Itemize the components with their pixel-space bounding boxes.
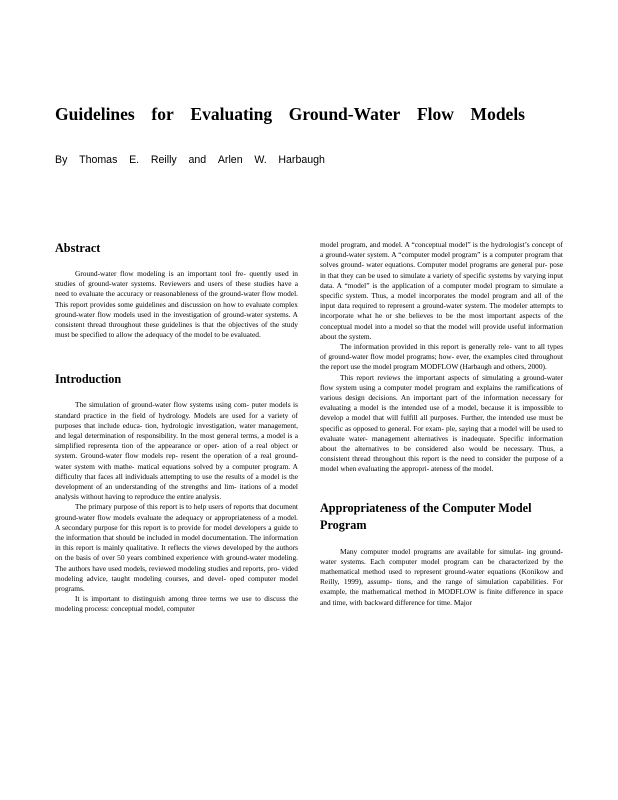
appropriateness-paragraph: Many computer model programs are available for simulat- ing ground-water systems. Each computer model program can be characterized by the mathematical method used to represent ground-water equations (Konikow and Reilly, 1999), assump- tions, and the range of simulation capabilities. For example, the mathematical method in MODFLOW is finite difference in space and time, with backward difference for time. Major xyxy=(320,546,563,607)
title-word: Ground-Water xyxy=(288,104,401,124)
report-title xyxy=(55,104,525,125)
byline-word: Arlen xyxy=(217,154,243,166)
byline-word: By xyxy=(55,154,68,166)
author-byline xyxy=(55,154,325,166)
byline-word: Harbaugh xyxy=(278,154,325,166)
continued-paragraph: model program, and model. A “conceptual model” is the hydrologist’s concept of a ground-water system. A “computer model program” is a computer program that solves ground- water equations. Computer model programs are general pur- pose in that they can be used to simulate a variety of specific systems by varying input data. A “model” is the application of a computer model program to simulate a specific system. Thus, a model incorporates the model program and all of the input data required to represent a ground-water system. The modeler attempts to incorporate what he or she believes to be the most important aspects of the conceptual model into a model so that the model will provide useful information about the system. xyxy=(320,240,563,341)
body-paragraph: This report reviews the important aspects of simulating a ground-water flow system using a computer model program and explains the ramifications of various design decisions. An important part of the information necessary for evaluating a model is the intended use of a model, because it is impossible to develop a model that will fulfill all purposes. Further, the intended use must be specific as opposed to general. For exam- ple, saying that a model will be used to evaluate water- management alternatives is inadequate. Specific information about the alternatives to be considered also would be necessary. Thus, a consistent thread throughout this report is the need to consider the purpose of a model when evaluating the appropri- ateness of the model. xyxy=(320,372,563,474)
byline-word: Reilly xyxy=(150,154,177,166)
body-paragraph: The information provided in this report is generally rele- vant to all types of ground-water flow model programs; how- ever, the examples cited throughout the report use the model program MODFLOW (Harbaugh and others, 2000). xyxy=(320,342,563,372)
introduction-heading: Introduction xyxy=(55,372,122,387)
introduction-paragraph: It is important to distinguish among three terms we use to discuss the modeling process: conceptual model, computer xyxy=(55,594,298,614)
byline-word: and xyxy=(188,154,207,166)
abstract-paragraph: Ground-water flow modeling is an important tool fre- quently used in studies of ground-water systems. Reviewers and users of these studies have a need to evaluate the accuracy or reasonableness of the ground-water flow model. This report provides some guidelines and discussion on how to evaluate complex ground-water flow models used in the investigation of ground-water systems. A consistent thread throughout these guidelines is that the objectives of the study must be specified to allow the adequacy of the model to be evaluated. xyxy=(55,269,298,340)
appropriateness-heading: Appropriateness of the Computer Model Program xyxy=(320,500,532,532)
byline-word: E. xyxy=(129,154,140,166)
byline-word: W. xyxy=(254,154,267,166)
introduction-paragraph: The simulation of ground-water flow systems using com- puter models is standard practice in the field of hydrology. Models are used for a variety of purposes that include educa- tion, hydrologic investigation, water management, and legal determination of responsibility. In the most general terms, a model is a simplified representa tion of the appearance or oper- ation of a real object or system. Ground-water flow models rep- resent the operation of a real ground-water system with mathe- matical equations solved by a computer program. A difficulty that faces all individuals attempting to use the results of a model is the development of an understanding of the strengths and lim- itations of a model analysis without having to reproduce the entire analysis. xyxy=(55,400,298,502)
abstract-heading: Abstract xyxy=(55,241,101,255)
title-word: Evaluating xyxy=(190,104,273,124)
left-column xyxy=(55,240,298,615)
byline-word: Thomas xyxy=(79,154,118,166)
title-word: Flow xyxy=(416,104,454,124)
right-column xyxy=(320,240,563,608)
introduction-paragraph: The primary purpose of this report is to help users of reports that document ground-water flow models evaluate the adequacy or appropriateness of a model. A secondary purpose for this report is to provide for model developers a guide to the information that should be included in model documentation. The information in this report is mainly qualitative. It reflects the views developed by the authors on the basis of over 50 years combined experience with ground-water modeling. The authors have used models, reviewed modeling studies and reports, pro- vided modeling advice, taught modeling courses, and devel- oped computer model programs. xyxy=(55,502,298,594)
title-word: for xyxy=(151,104,174,124)
title-word: Models xyxy=(470,104,525,124)
title-word: Guidelines xyxy=(55,104,135,124)
